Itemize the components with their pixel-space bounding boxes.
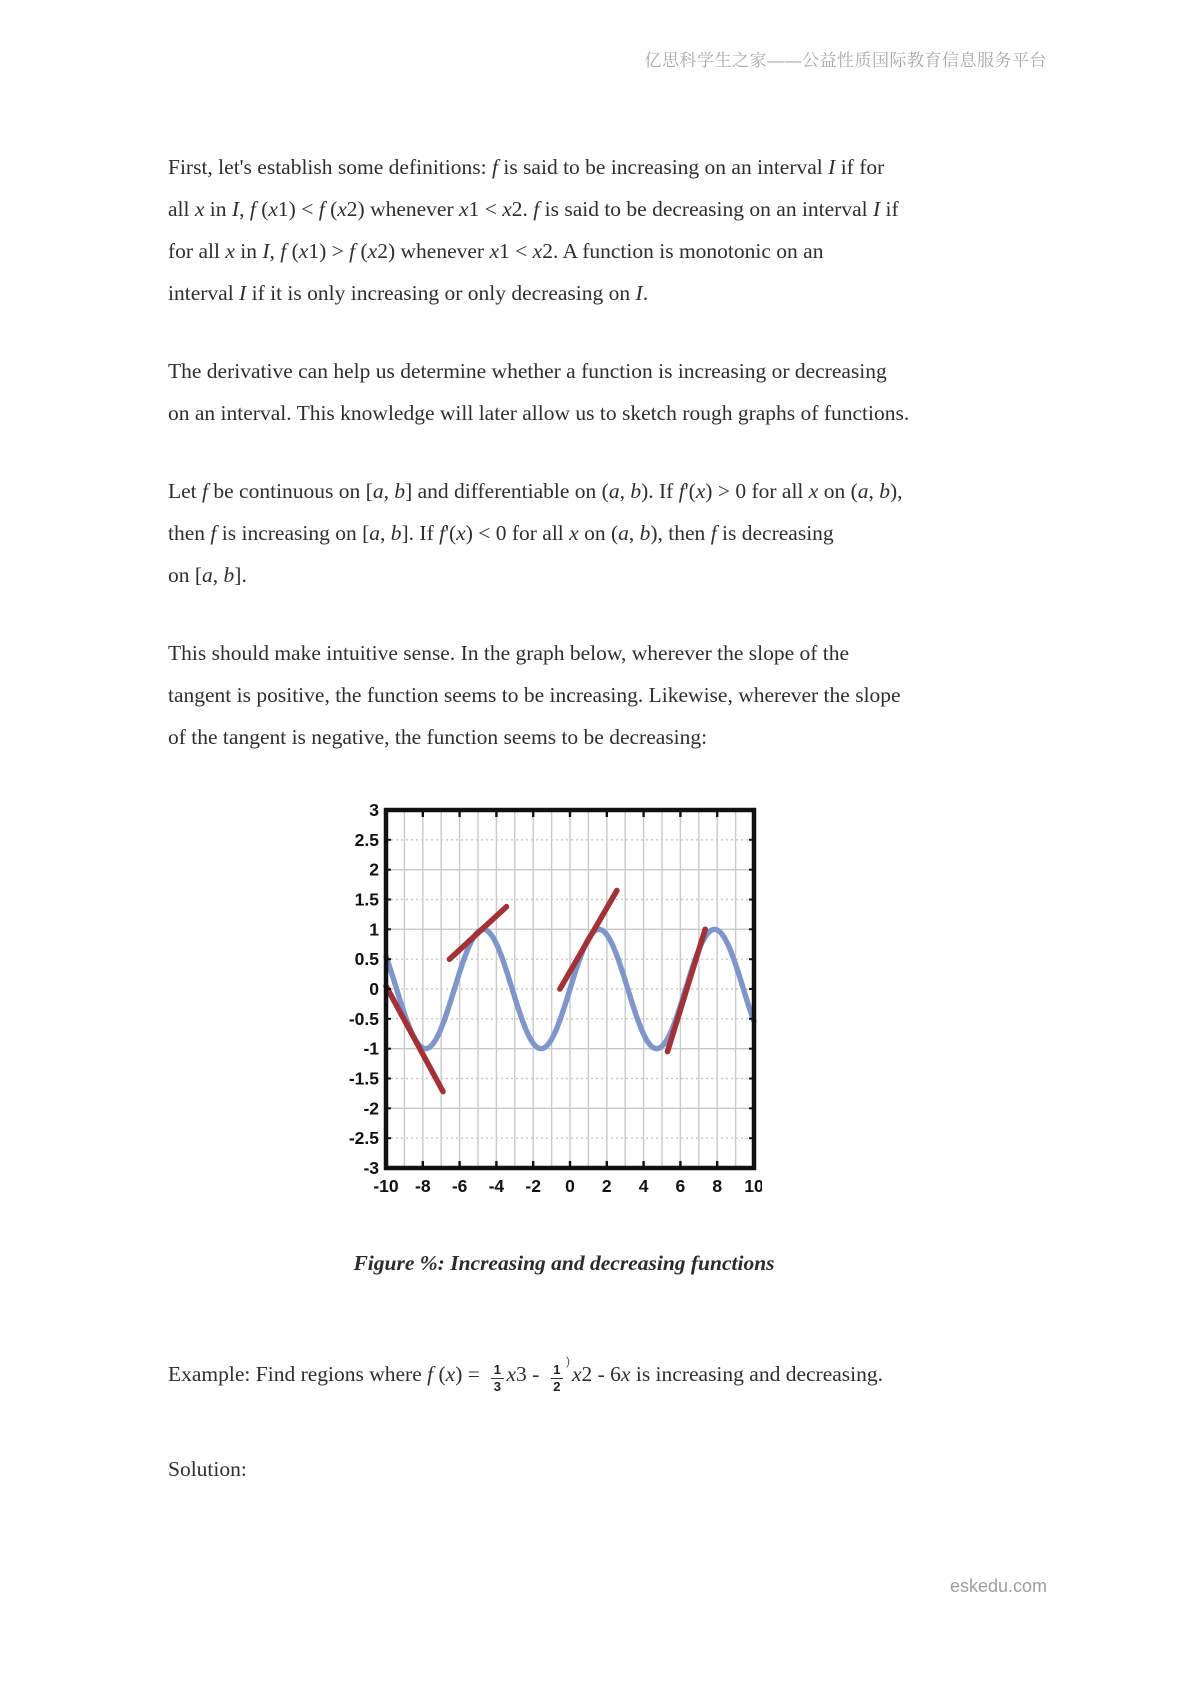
y-tick-label: 2	[369, 859, 379, 880]
solution-label: Solution:	[168, 1457, 247, 1481]
y-tick-label: -1	[363, 1038, 379, 1059]
fraction-one-half	[551, 1363, 563, 1395]
footer-site-url: eskedu.com	[949, 1576, 1047, 1596]
y-tick-label: -2	[363, 1098, 379, 1119]
x-tick-label: -8	[415, 1176, 431, 1196]
x-tick-label: -2	[525, 1176, 541, 1196]
text-line: Let f be continuous on [a, b] and differentiable on (a, b). If f'(x) > 0 for all x on (a, b),	[168, 479, 903, 503]
document-body	[168, 146, 968, 1482]
fraction-numerator: 1	[551, 1363, 563, 1379]
x-tick-label: 2	[601, 1176, 612, 1196]
text-line: First, let's establish some definitions: f is said to be increasing on an interval I if for	[168, 155, 885, 179]
text-line: This should make intuitive sense. In the graph below, wherever the slope of the	[168, 641, 850, 665]
text-line: all x in I, f (x1) < f (x2) whenever x1 < x2. f is said to be decreasing on an interval I if	[168, 197, 899, 221]
y-tick-label: 1	[369, 919, 379, 940]
text-line: then f is increasing on [a, b]. If f'(x) < 0 for all x on (a, b), then f is decreasing	[168, 521, 834, 545]
paragraph-theorem	[168, 470, 968, 596]
y-tick-label: -3	[363, 1158, 379, 1178]
fraction-denominator: 2	[553, 1378, 561, 1394]
site-header-text: 亿思科学生之家——公益性质国际教育信息服务平台	[644, 51, 1047, 70]
y-tick-label: -0.5	[348, 1008, 379, 1029]
text-line: on [a, b].	[168, 563, 247, 587]
example-statement	[168, 1338, 968, 1397]
y-tick-label: -2.5	[348, 1128, 379, 1149]
text-line: on an interval. This knowledge will later allow us to sketch rough graphs of functions.	[168, 401, 910, 425]
tangent-line	[668, 929, 706, 1051]
figure-caption: Figure %: Increasing and decreasing functions	[353, 1251, 775, 1275]
example-prefix-text: Example: Find regions where f (x) =	[168, 1362, 486, 1386]
fraction-numerator: 1	[491, 1363, 503, 1379]
x-tick-label: -10	[373, 1176, 399, 1196]
text-line: of the tangent is negative, the function seems to be decreasing:	[168, 725, 708, 749]
example-suffix-text: x2 - 6x is increasing and decreasing.	[571, 1362, 883, 1386]
x-tick-label: -4	[488, 1176, 505, 1196]
x-tick-label: 4	[638, 1176, 649, 1196]
text-line: tangent is positive, the function seems to be increasing. Likewise, wherever the slope	[168, 683, 901, 707]
fraction-artifact-paren: )	[565, 1354, 570, 1368]
paragraph-derivative-help	[168, 350, 968, 434]
y-tick-label: -1.5	[348, 1068, 379, 1089]
paragraph-definitions	[168, 146, 968, 314]
y-tick-label: 2.5	[354, 829, 379, 850]
fraction-denominator: 3	[493, 1378, 501, 1394]
x-tick-label: 6	[675, 1176, 686, 1196]
y-tick-label: 3	[369, 802, 379, 820]
fraction-one-third	[491, 1363, 503, 1395]
x-tick-label: 8	[712, 1176, 723, 1196]
example-mid-text: x3 -	[506, 1362, 545, 1386]
text-line: for all x in I, f (x1) > f (x2) whenever x1 < x2. A function is monotonic on an	[168, 239, 824, 263]
x-tick-label: 10	[744, 1176, 762, 1196]
y-tick-label: 1.5	[354, 889, 379, 910]
increasing-decreasing-function-graph	[330, 802, 762, 1202]
text-line: The derivative can help us determine whether a function is increasing or decreasing	[168, 359, 887, 383]
text-line: interval I if it is only increasing or only decreasing on I.	[168, 281, 649, 305]
x-tick-label: -6	[451, 1176, 468, 1196]
x-tick-label: 0	[565, 1176, 575, 1196]
figure-graph-container	[330, 802, 762, 1207]
paragraph-intuition	[168, 632, 968, 758]
y-tick-label: 0.5	[354, 949, 379, 970]
y-tick-label: 0	[369, 979, 379, 999]
